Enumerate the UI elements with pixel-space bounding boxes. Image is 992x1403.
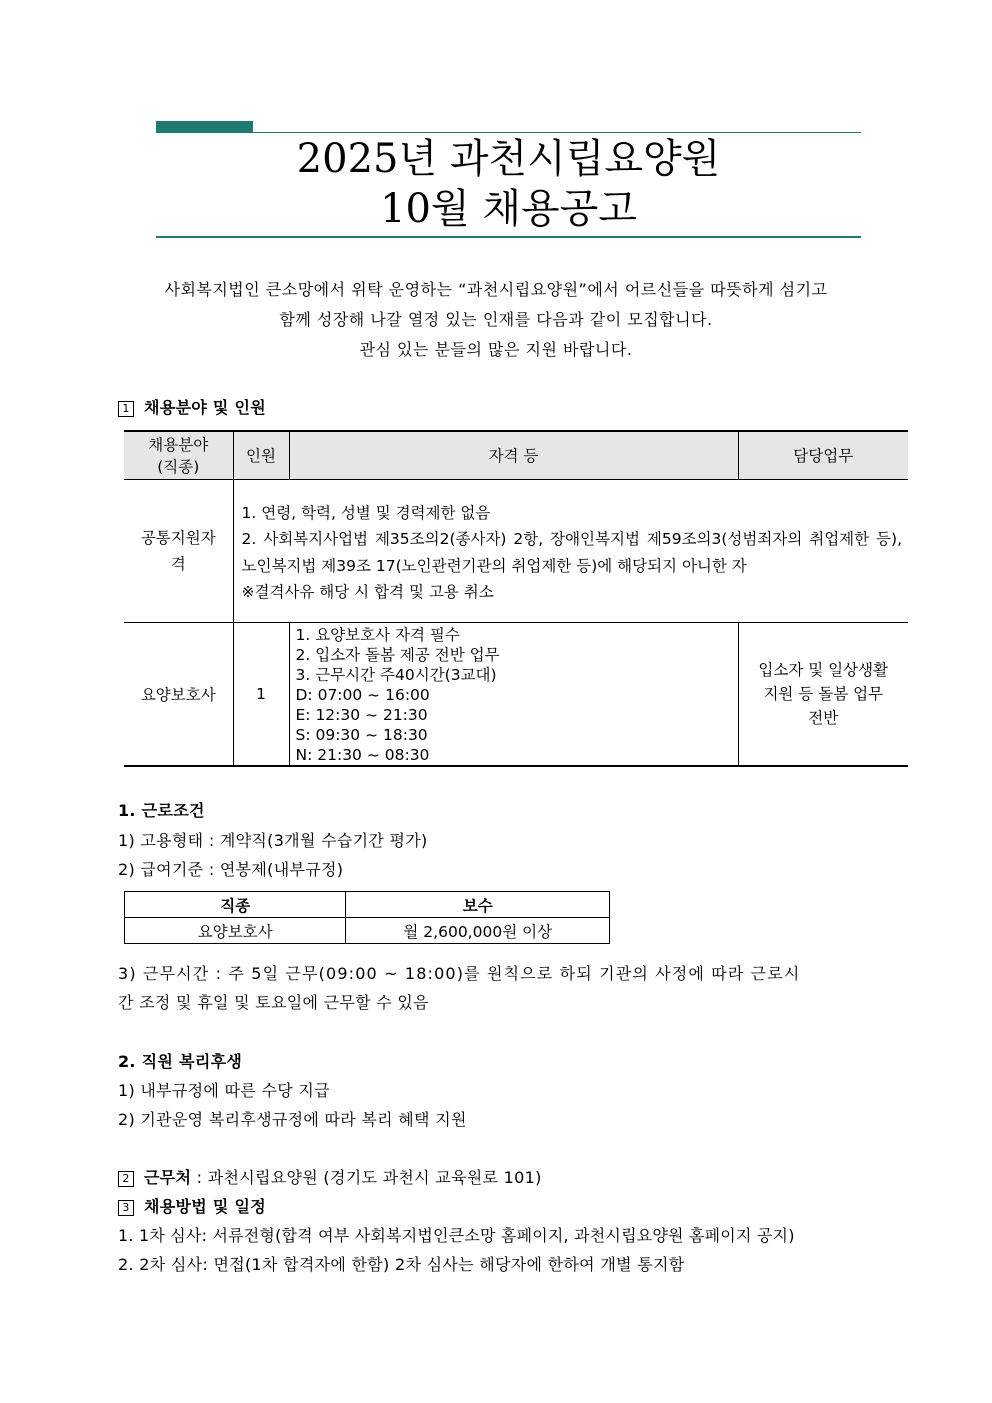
welfare-item-1: 1) 내부규정에 따른 수당 지급 — [118, 1081, 330, 1100]
title-bottom-rule — [156, 236, 861, 238]
job-req-1: 1. 요양보호사 자격 필수 — [295, 626, 460, 644]
header-count: 인원 — [233, 431, 289, 480]
section-number-box: 3 — [118, 1200, 134, 1216]
section-heading-text: 채용분야 및 인원 — [144, 398, 267, 417]
common-qualification-cell — [233, 480, 908, 623]
header-duty: 담당업무 — [738, 431, 908, 480]
table-row-caregiver — [124, 623, 908, 767]
workplace-address: : 과천시립요양원 (경기도 과천시 교육원로 101) — [191, 1168, 542, 1187]
page-title-line2: 10월 채용공고 — [380, 186, 637, 232]
intro-line-1: 사회복지법인 큰소망에서 위탁 운영하는 “과천시립요양원”에서 어르신들을 따뜻하게 섬기고 — [164, 280, 828, 299]
header-qualification: 자격 등 — [289, 431, 738, 480]
schedule-item-1: 1. 1차 심사: 서류전형(합격 여부 사회복지법인큰소망 홈페이지, 과천시립요양원 홈페이지 공지) — [118, 1226, 795, 1245]
job-req-3: 3. 근무시간 주40시간(3교대) — [295, 666, 497, 684]
welfare-heading: 2. 직원 복리후생 — [118, 1052, 243, 1071]
work-conditions-heading: 1. 근로조건 — [118, 801, 205, 820]
common-req-note: ※결격사유 해당 시 합격 및 고용 취소 — [241, 583, 494, 601]
job-title-cell: 요양보호사 — [124, 623, 233, 767]
job-qualification-cell — [289, 623, 738, 767]
table-header-row — [124, 431, 908, 480]
welfare-item-2: 2) 기관운영 복리후생규정에 따라 복리 혜택 지원 — [118, 1110, 467, 1129]
job-req-2: 2. 입소자 돌봄 제공 전반 업무 — [295, 646, 500, 664]
schedule-item-2: 2. 2차 심사: 면접(1차 합격자에 한함) 2차 심사는 해당자에 한하여 개별 통지함 — [118, 1255, 685, 1274]
salary-header-job: 직종 — [125, 892, 346, 918]
recruitment-table — [124, 430, 908, 767]
hiring-process-heading: 채용방법 및 일정 — [144, 1197, 267, 1216]
section-heading-recruitment — [118, 395, 898, 418]
common-qualification-label: 공통지원자 격 — [124, 480, 233, 623]
salary-header-row — [125, 892, 610, 918]
workplace-heading: 근무처 — [144, 1168, 192, 1187]
salary-table — [124, 891, 610, 944]
shift-n: N: 21:30 ~ 08:30 — [295, 746, 430, 764]
job-duty-cell: 입소자 및 일상생활 지원 등 돌봄 업무 전반 — [738, 623, 908, 767]
section-workplace — [118, 1165, 898, 1188]
shift-e: E: 12:30 ~ 21:30 — [295, 706, 428, 724]
intro-line-2: 함께 성장해 나갈 열정 있는 인재를 다음과 같이 모집합니다. — [279, 310, 713, 329]
salary-pay: 월 2,600,000원 이상 — [346, 918, 610, 944]
headcount-cell: 1 — [233, 623, 289, 767]
table-row-common — [124, 480, 908, 623]
salary-standard: 2) 급여기준 : 연봉제(내부규정) — [118, 860, 344, 879]
common-req-2: 2. 사회복지사업법 제35조의2(종사자) 2항, 장애인복지법 제59조의3(성범죄자의 취업제한 등), 노인복지법 제39조 17(노인관련기관의 취업제한 등)에 해당되지 아니한 자 — [241, 530, 902, 575]
salary-header-pay: 보수 — [346, 892, 610, 918]
header-field: 채용분야 (직종) — [124, 431, 233, 480]
employment-type: 1) 고용형태 : 계약직(3개월 수습기간 평가) — [118, 831, 428, 850]
title-accent-bar — [156, 121, 253, 133]
shift-d: D: 07:00 ~ 16:00 — [295, 686, 430, 704]
salary-row — [125, 918, 610, 944]
section-number-box: 2 — [118, 1171, 134, 1187]
common-req-1: 1. 연령, 학력, 성별 및 경력제한 없음 — [241, 503, 491, 522]
section-number-box: 1 — [118, 401, 134, 417]
working-hours-line1: 3) 근무시간 : 주 5일 근무(09:00 ~ 18:00)를 원칙으로 하되 기관의 사정에 따라 근로시 — [118, 964, 801, 983]
salary-job: 요양보호사 — [125, 918, 346, 944]
shift-s: S: 09:30 ~ 18:30 — [295, 726, 428, 744]
page-title-line1: 2025년 과천시립요양원 — [296, 136, 721, 182]
working-hours-line2: 간 조정 및 휴일 및 토요일에 근무할 수 있음 — [118, 993, 429, 1012]
intro-line-3: 관심 있는 분들의 많은 지원 바랍니다. — [359, 340, 633, 359]
section-hiring-process — [118, 1194, 898, 1217]
title-top-rule — [253, 132, 861, 133]
